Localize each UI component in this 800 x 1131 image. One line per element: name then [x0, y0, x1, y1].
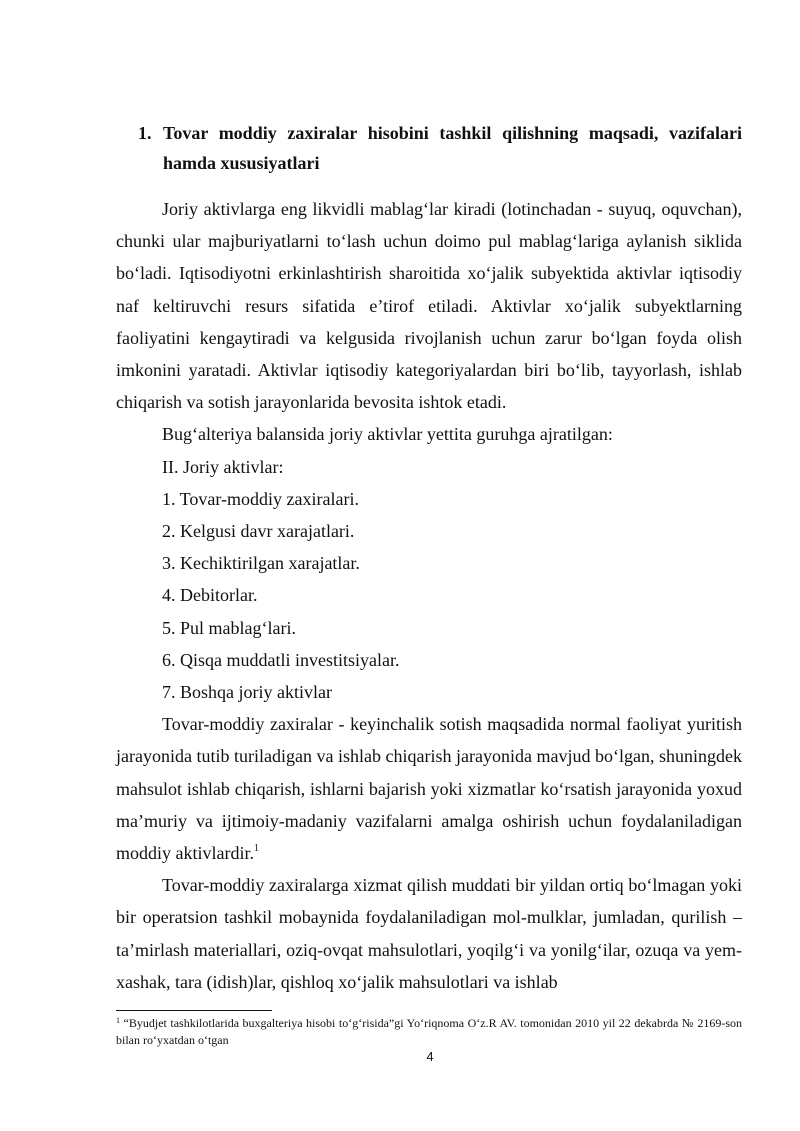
- section-number: 1.: [138, 123, 152, 143]
- paragraph-inventory-items: Tovar-moddiy zaxiralarga xizmat qilish muddati bir yildan ortiq bo‘lmagan yoki bir operatsion tashkil mobaynida foydalaniladigan mol-mulklar, jumladan, qurilish – ta’mirlash materiallari, oziq-ovqat mahsulotlari, yoqilg‘i va yonilg‘ilar, ozuqa va yem-xashak, tara (idish)lar, qishloq xo‘jalik mahsulotlari va ishlab: [116, 875, 742, 992]
- footnote-marker: 1: [116, 1016, 120, 1025]
- footnote: [116, 1015, 742, 1049]
- list-item: 4. Debitorlar.: [162, 585, 258, 606]
- section-heading: [138, 118, 742, 178]
- footnote-text: “Byudjet tashkilotlarida buxgalteriya hisobi to‘g‘risida”gi Yo‘riqnoma O‘z.R AV. tomonidan 2010 yil 22 dekabrda № 2169-son bilan ro‘yxatdan o‘tgan: [116, 1016, 742, 1047]
- list-item: 5. Pul mablag‘lari.: [162, 617, 296, 638]
- list-item: 1. Tovar-moddiy zaxiralari.: [162, 488, 359, 509]
- paragraph-current-assets: Joriy aktivlarga eng likvidli mablag‘lar kiradi (lotinchadan - suyuq, oquvchan), chunki ular majburiyatlarni to‘lash uchun doimo pul mablag‘lariga aylanish siklida bo‘ladi. Iqtisodiyotni erkinlashtirish sharoitida xo‘jalik subyektida aktivlar iqtisodiy naf keltiruvchi resurs sifatida e’tirof etiladi. Aktivlar xo‘jalik subyektlarning faoliyatini kengaytiradi va kelgusida rivojlanish uchun zarur bo‘lgan foyda olish imkonini yaratadi. Aktivlar iqtisodiy kategoriyalardan biri bo‘lib, tayyorlash, ishlab chiqarish va sotish jarayonlarida bevosita ishtok etadi.: [116, 199, 742, 413]
- body-text: [116, 193, 742, 998]
- asset-list: [116, 451, 742, 709]
- list-item: 7. Boshqa joriy aktivlar: [162, 682, 332, 703]
- footnote-divider: [116, 1010, 272, 1011]
- list-item: 3. Kechiktirilgan xarajatlar.: [162, 553, 360, 574]
- footnote-reference: 1: [253, 843, 259, 855]
- list-item: 6. Qisqa muddatli investitsiyalar.: [162, 649, 400, 670]
- paragraph-balance-groups: Bug‘alteriya balansida joriy aktivlar yettita guruhga ajratilgan:: [162, 424, 613, 445]
- section-title: Tovar moddiy zaxiralar hisobini tashkil qilishning maqsadi, vazifalari hamda xususiyatlari: [163, 123, 742, 173]
- list-item: 2. Kelgusi davr xarajatlari.: [162, 521, 355, 542]
- page-number: 4: [426, 1049, 434, 1064]
- paragraph-inventory-definition: [116, 708, 742, 869]
- inventory-definition-text: Tovar-moddiy zaxiralar - keyinchalik sotish maqsadida normal faoliyat yuritish jarayonida tutib turiladigan va ishlab chiqarish jarayonida mavjud bo‘lgan, shuningdek mahsulot ishlab chiqarish, ishlarni bajarish yoki xizmatlar ko‘rsatish jarayonida yoxud ma’muriy va ijtimoiy-madaniy vazifalarni amalga oshirish uchun foydalaniladigan moddiy aktivlardir.: [116, 714, 742, 864]
- asset-list-header: II. Joriy aktivlar:: [162, 456, 284, 477]
